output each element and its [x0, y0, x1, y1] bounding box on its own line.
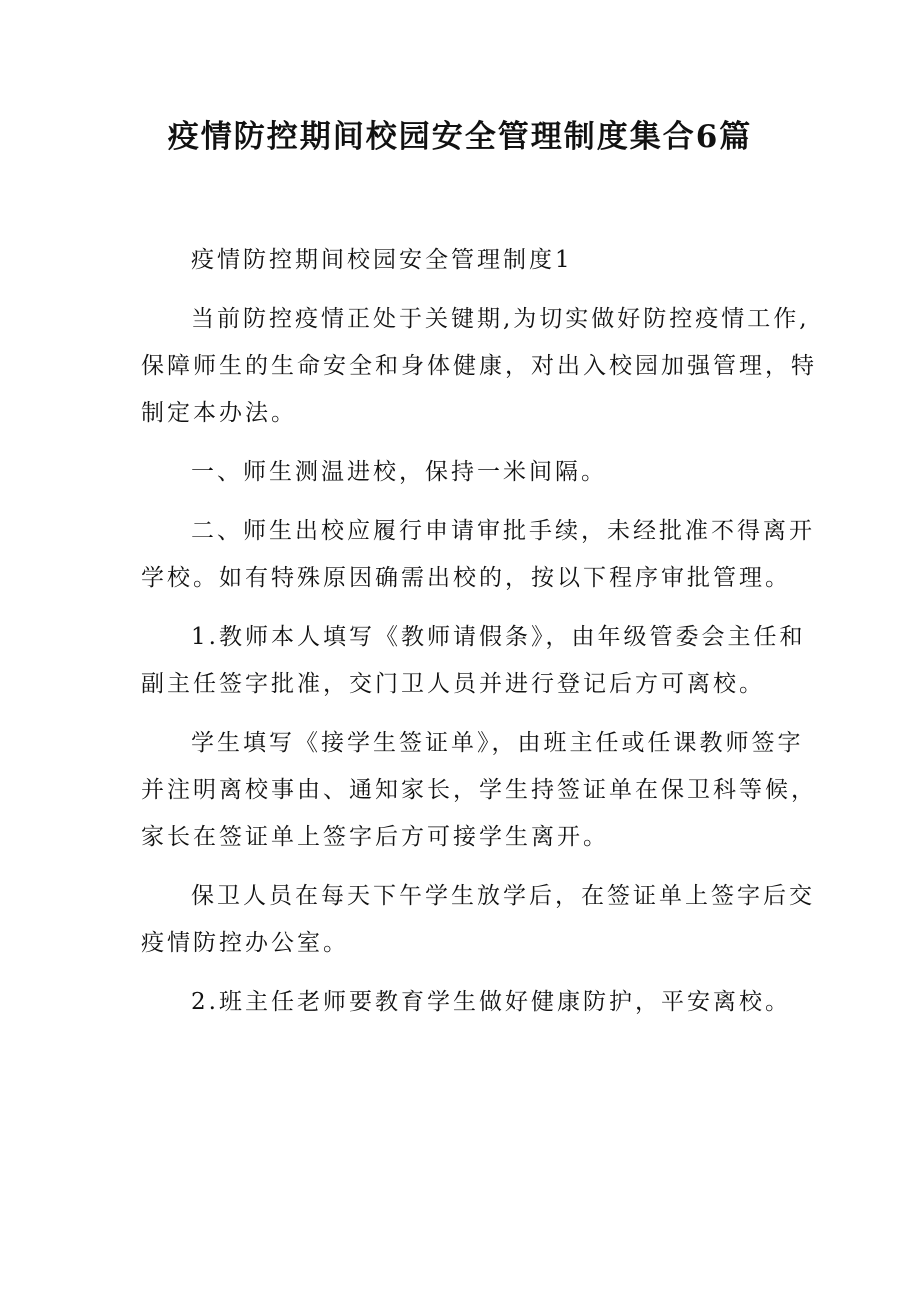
- text-line: 保障师生的生命安全和身体健康，对出入校园加强管理，特: [141, 353, 817, 379]
- text-line: 制定本办法。: [141, 400, 297, 426]
- text-line: 疫情防控办公室。: [141, 930, 349, 956]
- paragraph: [141, 979, 791, 1026]
- text-line: 一、师生测温进校，保持一米间隔。: [191, 459, 607, 485]
- text-line: 疫情防控期间校园安全管理制度1: [191, 247, 573, 273]
- text-line: 保卫人员在每天下午学生放学后，在签证单上签字后交: [191, 883, 815, 909]
- document-title: 疫情防控期间校园安全管理制度集合6篇: [167, 119, 753, 155]
- paragraph: [141, 449, 791, 496]
- text-line: 1.教师本人填写《教师请假条》，由年级管委会主任和: [191, 624, 806, 650]
- text-line: 学校。如有特殊原因确需出校的，按以下程序审批管理。: [141, 565, 791, 591]
- text-line: 副主任签字批准，交门卫人员并进行登记后方可离校。: [141, 671, 765, 697]
- paragraph: [141, 508, 815, 602]
- text-line: 并注明离校事由、通知家长，学生持签证单在保卫科等候，: [141, 777, 817, 803]
- text-line: 二、师生出校应履行申请审批手续，未经批准不得离开: [191, 518, 815, 544]
- paragraph: [141, 873, 815, 967]
- text-line: 学生填写《接学生签证单》，由班主任或任课教师签字: [191, 730, 804, 756]
- paragraph: [141, 614, 806, 708]
- text-line: 家长在签证单上签字后方可接学生离开。: [141, 824, 609, 850]
- paragraph: [141, 296, 817, 437]
- paragraph: [141, 720, 817, 861]
- paragraph: [141, 237, 791, 284]
- text-line: 当前防控疫情正处于关键期,为切实做好防控疫情工作,: [191, 306, 810, 332]
- text-line: 2.班主任老师要教育学生做好健康防护，平安离校。: [191, 989, 791, 1015]
- document-body: [141, 237, 817, 1038]
